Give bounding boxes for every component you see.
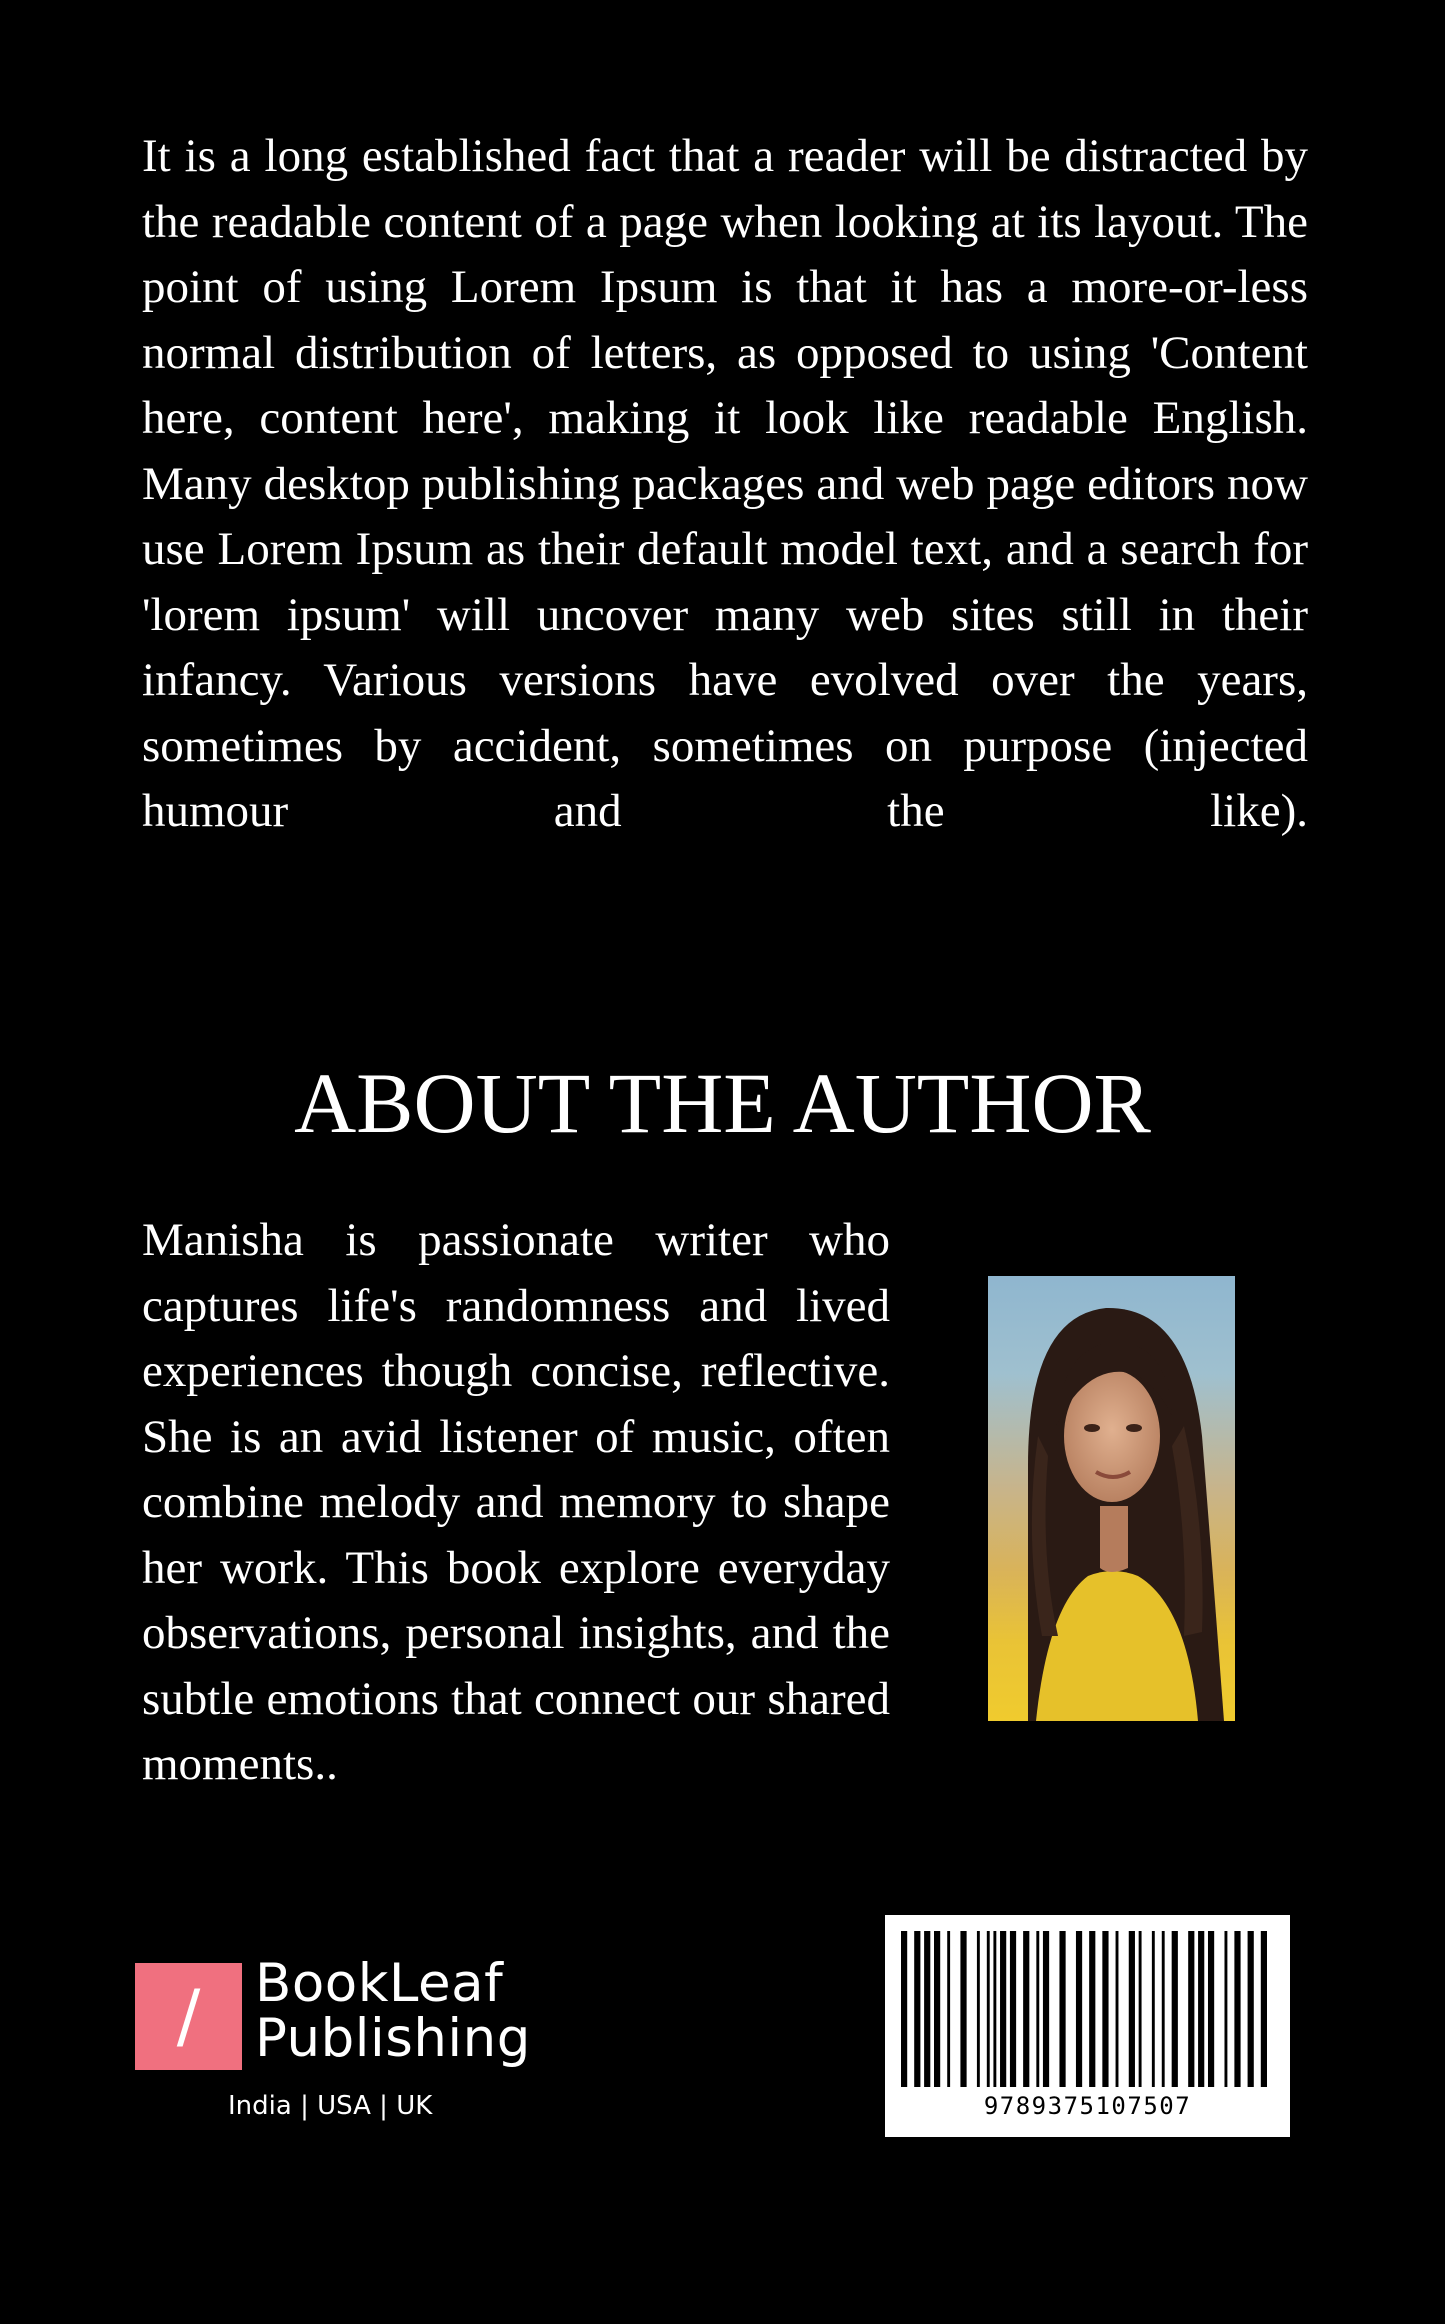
isbn-barcode — [885, 1915, 1290, 2137]
author-portrait-photo — [988, 1276, 1235, 1721]
barcode-bar — [1152, 1931, 1155, 2087]
logo-text-publishing: Publishing — [255, 2008, 531, 2069]
barcode-bar — [960, 1931, 966, 2087]
barcode-bar — [1198, 1931, 1204, 2087]
isbn-number: 9789375107507 — [983, 2092, 1192, 2120]
barcode-bar — [1248, 1931, 1254, 2087]
barcode-bar — [977, 1931, 980, 2087]
barcode-bar — [987, 1931, 990, 2087]
barcode-bar — [1089, 1931, 1095, 2087]
back-cover-blurb: It is a long established fact that a reader will be distracted by the readable content of a page when looking at its layout. The point of using Lorem Ipsum is that it has a more-or-less normal distribution of letters, as opposed to using 'Content here, content here', making it look like readable English. Many desktop publishing packages and web page editors now use Lorem Ipsum as their default model text, and a search for 'lorem ipsum' will uncover many web sites still in their infancy. Various versions have evolved over the years, sometimes by accident, sometimes on purpose (injected humour and the like). — [142, 130, 1308, 837]
barcode-bar — [1172, 1931, 1178, 2087]
barcode-bar — [1162, 1931, 1165, 2087]
barcode-bar — [1139, 1931, 1142, 2087]
barcode-bar — [924, 1931, 930, 2087]
barcode-bar — [901, 1931, 907, 2087]
barcode-bar — [1023, 1931, 1029, 2087]
barcode-bar — [947, 1931, 950, 2087]
about-author-heading: ABOUT THE AUTHOR — [294, 1055, 1151, 1151]
barcode-bar — [1036, 1931, 1039, 2087]
barcode-bar — [1076, 1931, 1082, 2087]
barcode-bar — [1208, 1931, 1214, 2087]
barcode-bar — [1010, 1931, 1016, 2087]
barcode-bar — [1188, 1931, 1194, 2087]
barcode-bar — [934, 1931, 940, 2087]
barcode-bar — [914, 1931, 920, 2087]
barcode-bar — [1000, 1931, 1006, 2087]
bookleaf-publishing-logo — [135, 1953, 535, 2133]
barcode-bar — [1116, 1931, 1119, 2087]
barcode-bar — [1102, 1931, 1108, 2087]
barcode-bar — [1059, 1931, 1065, 2087]
author-bio: Manisha is passionate writer who captures life's randomness and lived experiences though concise, reflective. She is an avid listener of music, often combine melody and memory to shape her work. This book explore everyday observations, personal insights, and the subtle emotions that connect our shared moments.. — [142, 1214, 890, 1790]
barcode-bar — [1224, 1931, 1227, 2087]
barcode-bar — [1261, 1931, 1267, 2087]
isbn-barcode-icon — [901, 1931, 1274, 2087]
logo-slash-mark: / — [135, 1963, 242, 2070]
barcode-bar — [1234, 1931, 1240, 2087]
barcode-bar — [1129, 1931, 1135, 2087]
logo-text-bookleaf: BookLeaf — [255, 1953, 504, 2014]
barcode-bar — [993, 1931, 996, 2087]
barcode-bar — [1043, 1931, 1049, 2087]
logo-regions: India | USA | UK — [228, 2091, 433, 2121]
